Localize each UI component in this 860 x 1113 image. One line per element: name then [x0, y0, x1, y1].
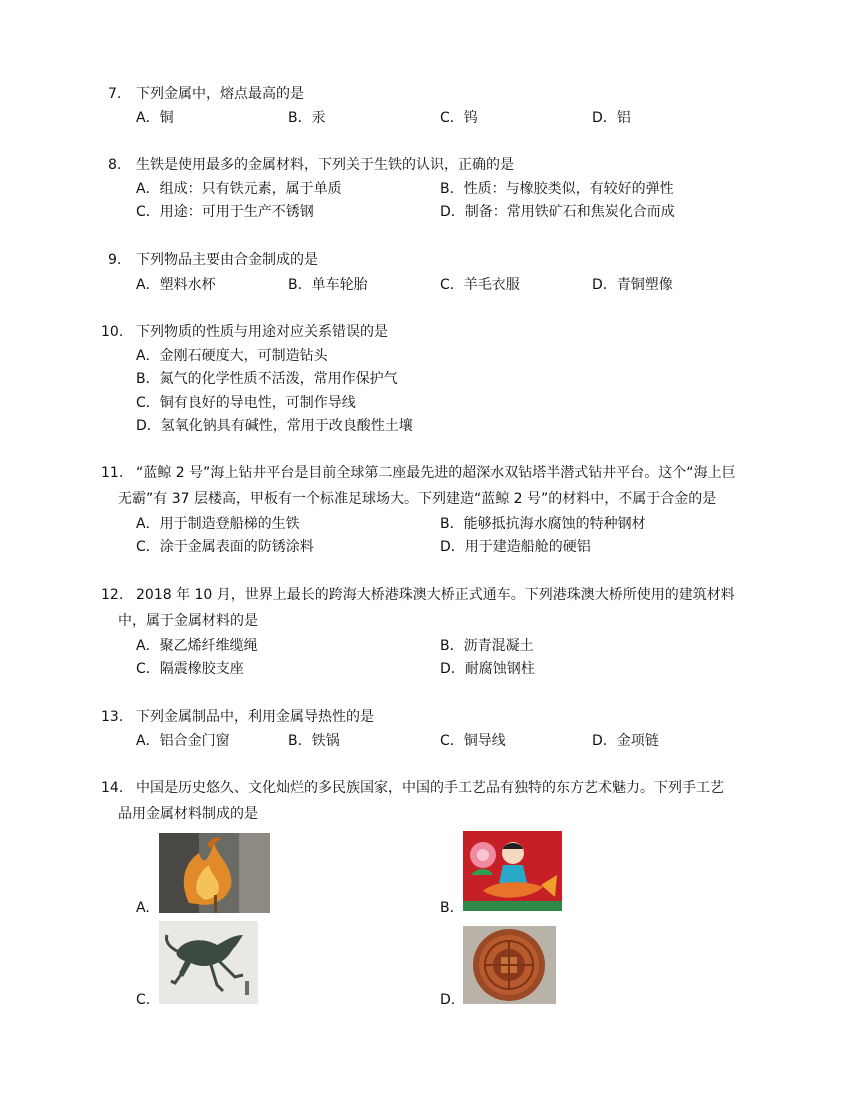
- q7-option-c[interactable]: C．钨: [440, 110, 478, 126]
- question-7-stem: 下列金属中，熔点最高的是: [136, 86, 304, 102]
- q7-option-b[interactable]: B．汞: [288, 110, 326, 126]
- q13-option-d[interactable]: D．金项链: [592, 733, 659, 749]
- question-number-10: 10.: [101, 324, 124, 340]
- q8-option-d[interactable]: D．制备：常用铁矿石和焦炭化合而成: [440, 204, 675, 220]
- q12-option-a[interactable]: A．聚乙烯纤维缆绳: [136, 638, 258, 654]
- q10-option-b[interactable]: B．氮气的化学性质不活泼，常用作保护气: [136, 371, 398, 387]
- question-12-stem-line-1: 2018 年 10 月，世界上最长的跨海大桥港珠澳大桥正式通车。下列港珠澳大桥所使用的建筑材料: [136, 587, 735, 603]
- q10-option-c[interactable]: C．铜有良好的导电性，可制作导线: [136, 395, 356, 411]
- question-10-stem: 下列物质的性质与用途对应关系错误的是: [136, 324, 388, 340]
- q11-option-d[interactable]: D．用于建造船舱的硬铝: [440, 539, 591, 555]
- question-number-7: 7.: [108, 86, 122, 102]
- q12-option-d[interactable]: D．耐腐蚀钢柱: [440, 661, 535, 677]
- question-13-stem: 下列金属制品中，利用金属导热性的是: [136, 709, 374, 725]
- q14-option-a[interactable]: A.: [136, 900, 150, 916]
- q8-option-c[interactable]: C．用途：可用于生产不锈钢: [136, 204, 314, 220]
- q12-option-c[interactable]: C．隔震橡胶支座: [136, 661, 244, 677]
- q11-option-c[interactable]: C．涂于金属表面的防锈涂料: [136, 539, 314, 555]
- q8-option-a[interactable]: A．组成：只有铁元素，属于单质: [136, 181, 342, 197]
- q14-option-d[interactable]: D.: [440, 992, 456, 1008]
- q13-option-c[interactable]: C．铜导线: [440, 733, 506, 749]
- q7-option-d[interactable]: D．铝: [592, 110, 631, 126]
- question-number-9: 9.: [108, 252, 122, 268]
- q14-option-b[interactable]: B.: [440, 900, 455, 916]
- question-14-stem-line-1: 中国是历史悠久、文化灿烂的多民族国家，中国的手工艺品有独特的东方艺术魅力。下列手工艺: [136, 780, 724, 796]
- paper-cut-doll-with-fish-image[interactable]: [463, 831, 562, 911]
- question-12-stem-line-2: 中，属于金属材料的是: [118, 613, 258, 629]
- q8-option-b[interactable]: B．性质：与橡胶类似，有较好的弹性: [440, 181, 674, 197]
- q10-option-d[interactable]: D．氢氧化钠具有碱性，常用于改良酸性土壤: [136, 418, 413, 434]
- question-8-stem: 生铁是使用最多的金属材料，下列关于生铁的认识，正确的是: [136, 157, 514, 173]
- q7-option-a[interactable]: A．铜: [136, 110, 174, 126]
- q11-option-b[interactable]: B．能够抵抗海水腐蚀的特种钢材: [440, 516, 646, 532]
- q9-option-b[interactable]: B．单车轮胎: [288, 277, 368, 293]
- q14-option-c[interactable]: C.: [136, 992, 151, 1008]
- q9-option-c[interactable]: C．羊毛衣服: [440, 277, 520, 293]
- wood-carving-medallion-image[interactable]: [463, 926, 556, 1004]
- question-9-stem: 下列物品主要由合金制成的是: [136, 252, 318, 268]
- metal-horse-sculpture-image[interactable]: [159, 921, 258, 1004]
- q13-option-b[interactable]: B．铁锅: [288, 733, 340, 749]
- question-number-14: 14.: [101, 780, 124, 796]
- question-11-stem-line-1: “蓝鲸 2 号”海上钻井平台是目前全球第二座最先进的超深水双钻塔半潜式钻井平台。这个“海上巨: [136, 465, 736, 481]
- q9-option-a[interactable]: A．塑料水杯: [136, 277, 216, 293]
- question-11-stem-line-2: 无霸”有 37 层楼高，甲板有一个标准足球场大。下列建造“蓝鲸 2 号”的材料中，不属于合金的是: [118, 491, 717, 507]
- q9-option-d[interactable]: D．青铜塑像: [592, 277, 673, 293]
- question-number-11: 11.: [101, 465, 124, 481]
- question-number-13: 13.: [101, 709, 124, 725]
- q12-option-b[interactable]: B．沥青混凝土: [440, 638, 534, 654]
- amber-carving-image[interactable]: [159, 833, 270, 913]
- question-14-stem-line-2: 品用金属材料制成的是: [118, 806, 258, 822]
- question-number-8: 8.: [108, 157, 122, 173]
- q10-option-a[interactable]: A．金刚石硬度大，可制造钻头: [136, 348, 328, 364]
- question-number-12: 12.: [101, 587, 124, 603]
- q13-option-a[interactable]: A．铝合金门窗: [136, 733, 230, 749]
- q11-option-a[interactable]: A．用于制造登船梯的生铁: [136, 516, 300, 532]
